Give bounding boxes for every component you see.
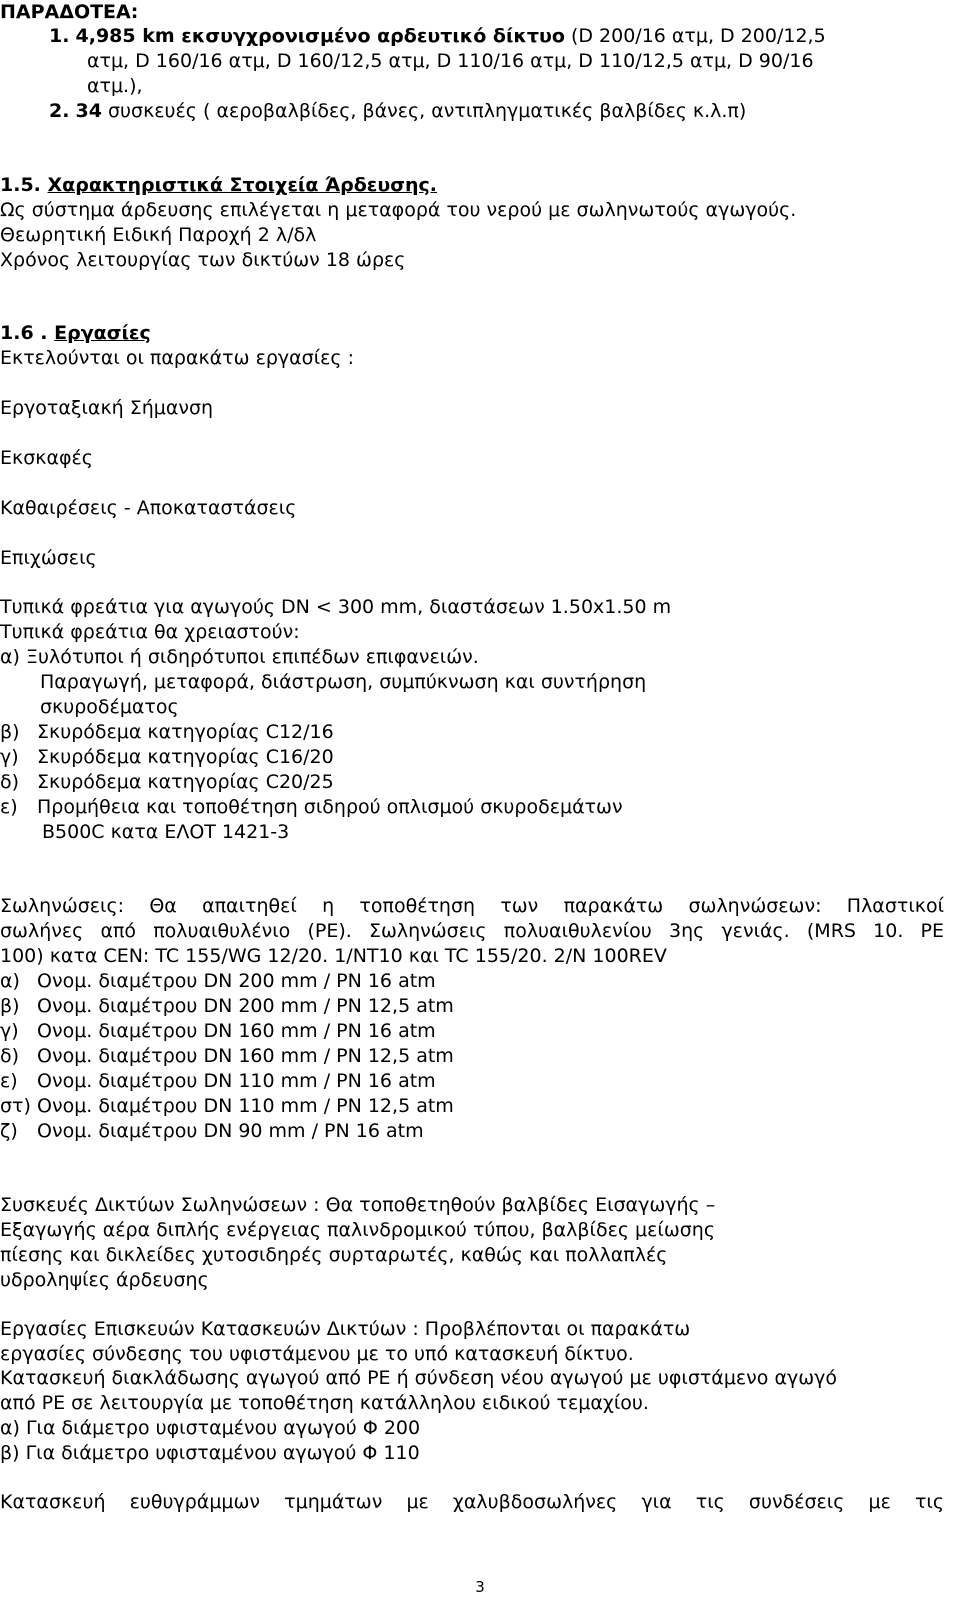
section-1-5-title: Χαρακτηριστικά Στοιχεία Άρδευσης. — [47, 174, 437, 196]
deliverable-1-bold: 4,985 km εκσυγχρονισμένο αρδευτικό δίκτυο — [75, 25, 565, 47]
list-marker: ζ) — [0, 1120, 18, 1142]
formwork-line: α) Ξυλότυποι ή σιδηρότυποι επιπέδων επιφανειών. — [0, 646, 479, 668]
section-1-6-title: Εργασίες — [54, 322, 151, 344]
repairs-line: Κατασκευή διακλάδωσης αγωγού από PE ή σύνδεση νέου αγωγού με υφιστάμενο αγωγό — [0, 1367, 838, 1389]
list-text: Ονομ. διαμέτρου DN 160 mm / PN 12,5 atm — [37, 1045, 454, 1067]
list-text: Ονομ. διαμέτρου DN 90 mm / PN 16 atm — [37, 1120, 424, 1142]
list-marker: β) — [0, 721, 20, 743]
repairs-line: α) Για διάμετρο υφισταμένου αγωγού Φ 200 — [0, 1417, 421, 1439]
pipe-item — [0, 1094, 454, 1119]
work-item-backfill: Επιχώσεις — [0, 547, 97, 569]
repairs-line: εργασίες σύνδεσης του υφιστάμενου με το υπό κατασκευή δίκτυο. — [0, 1343, 634, 1365]
pipe-item — [0, 1069, 436, 1094]
list-marker: γ) — [0, 1020, 19, 1042]
concrete-line-2: σκυροδέματος — [40, 696, 179, 718]
list-marker: ε) — [0, 1070, 18, 1092]
pipe-item — [0, 969, 436, 994]
work-item-demolition: Καθαιρέσεις - Αποκαταστάσεις — [0, 497, 297, 519]
list-text: Ονομ. διαμέτρου DN 200 mm / PN 12,5 atm — [37, 995, 454, 1017]
devices-line: πίεσης και δικλείδες χυτοσιδηρές συρταρωτές, καθώς και πολλαπλές — [0, 1244, 668, 1266]
list-marker: α) — [0, 970, 20, 992]
concrete-item — [0, 795, 623, 820]
steel-pipes-line: Κατασκευή ευθυγράμμων τμημάτων με χαλυβδοσωλήνες για τις συνδέσεις με τις — [0, 1491, 944, 1513]
list-marker: στ) — [0, 1095, 31, 1117]
deliverable-1-num: 1. — [49, 25, 70, 47]
list-marker: ε) — [0, 796, 18, 818]
pipe-item — [0, 994, 454, 1019]
pipes-paragraph-line-2: σωλήνες από πολυαιθυλένιο (PE). Σωληνώσεις πολυαιθυλενίου 3ης γενιάς. (MRS 10. PE — [0, 920, 944, 942]
deliverable-1 — [49, 24, 826, 49]
list-text: Ονομ. διαμέτρου DN 110 mm / PN 12,5 atm — [37, 1095, 454, 1117]
list-marker: δ) — [0, 1045, 20, 1067]
section-1-6-heading — [0, 321, 151, 346]
deliverable-1-line2: ατμ, D 160/16 ατμ, D 160/12,5 ατμ, D 110/16 ατμ, D 110/12,5 ατμ, D 90/16 — [87, 50, 814, 72]
deliverable-1-line3: ατμ.), — [87, 75, 143, 97]
works-intro: Εκτελούνται οι παρακάτω εργασίες : — [0, 347, 355, 369]
list-marker: δ) — [0, 771, 20, 793]
specific-discharge-line: Θεωρητική Ειδική Παροχή 2 λ/δλ — [0, 224, 317, 246]
steel-grade-line: B500C κατα ΕΛΟΤ 1421-3 — [42, 821, 290, 843]
list-text: Σκυρόδεμα κατηγορίας C20/25 — [37, 771, 334, 793]
list-marker: γ) — [0, 746, 19, 768]
deliverable-1-rest: (D 200/16 ατμ, D 200/12,5 — [564, 25, 826, 47]
deliverable-2-rest: συσκευές ( αεροβαλβίδες, βάνες, αντιπληγματικές βαλβίδες κ.λ.π) — [101, 100, 747, 122]
devices-line: Συσκευές Δικτύων Σωληνώσεων : Θα τοποθετηθούν βαλβίδες Εισαγωγής – — [0, 1194, 716, 1216]
deliverable-2-num: 2. — [49, 100, 70, 122]
pipes-paragraph-line-3: 100) κατα CEN: TC 155/WG 12/20. 1/NT10 και TC 155/20. 2/N 100REV — [0, 945, 667, 967]
concrete-line-1: Παραγωγή, μεταφορά, διάστρωση, συμπύκνωση και συντήρηση — [40, 671, 647, 693]
manholes-line: Τυπικά φρεάτια για αγωγούς DN < 300 mm, διαστάσεων 1.50x1.50 m — [0, 596, 672, 618]
page-number: 3 — [475, 1578, 485, 1596]
section-1-5-num: 1.5. — [0, 174, 41, 196]
pipe-item — [0, 1019, 436, 1044]
concrete-item — [0, 770, 334, 795]
pipe-item — [0, 1044, 454, 1069]
devices-line: υδροληψίες άρδευσης — [0, 1269, 209, 1291]
deliverables-title: ΠΑΡΑΔΟΤΕΑ: — [0, 1, 139, 23]
deliverable-2-bold: 34 — [75, 100, 102, 122]
list-text: Σκυρόδεμα κατηγορίας C16/20 — [37, 746, 334, 768]
section-1-6-num: 1.6 . — [0, 322, 48, 344]
list-text: Σκυρόδεμα κατηγορίας C12/16 — [37, 721, 334, 743]
pipe-item — [0, 1119, 424, 1144]
pipes-paragraph-line-1: Σωληνώσεις: Θα απαιτηθεί η τοποθέτηση των παρακάτω σωληνώσεων: Πλαστικοί — [0, 895, 944, 917]
list-text: Ονομ. διαμέτρου DN 200 mm / PN 16 atm — [37, 970, 436, 992]
concrete-item — [0, 745, 334, 770]
list-text: Ονομ. διαμέτρου DN 160 mm / PN 16 atm — [37, 1020, 436, 1042]
manholes-needed-line: Τυπικά φρεάτια θα χρειαστούν: — [0, 621, 300, 643]
section-1-5-heading — [0, 173, 437, 198]
list-text: Προμήθεια και τοποθέτηση σιδηρού οπλισμού σκυροδεμάτων — [37, 796, 623, 818]
repairs-line: από PE σε λειτουργία με τοποθέτηση κατάλληλου ειδικού τεμαχίου. — [0, 1392, 649, 1414]
work-item-excavation: Εκσκαφές — [0, 447, 93, 469]
deliverable-2 — [49, 99, 746, 124]
work-item-signage: Εργοταξιακή Σήμανση — [0, 397, 214, 419]
list-text: Ονομ. διαμέτρου DN 110 mm / PN 16 atm — [37, 1070, 436, 1092]
devices-line: Εξαγωγής αέρα διπλής ενέργειας παλινδρομικού τύπου, βαλβίδες μείωσης — [0, 1219, 715, 1241]
list-marker: β) — [0, 995, 20, 1017]
repairs-line: Εργασίες Επισκευών Κατασκευών Δικτύων : Προβλέπονται οι παρακάτω — [0, 1318, 691, 1340]
concrete-item — [0, 720, 334, 745]
repairs-line: β) Για διάμετρο υφισταμένου αγωγού Φ 110 — [0, 1442, 420, 1464]
irrigation-system-line: Ως σύστημα άρδευσης επιλέγεται η μεταφορά του νερού με σωληνωτούς αγωγούς. — [0, 199, 797, 221]
operating-time-line: Χρόνος λειτουργίας των δικτύων 18 ώρες — [0, 249, 406, 271]
